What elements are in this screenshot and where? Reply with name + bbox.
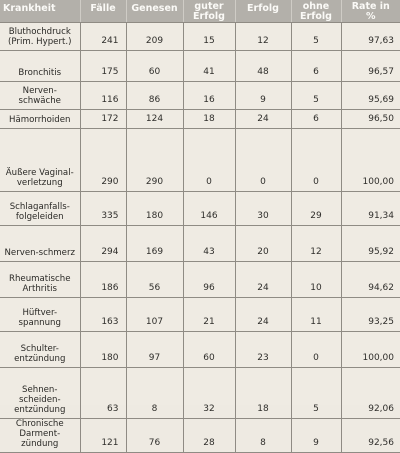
cell-faelle: 290 (80, 129, 126, 192)
cell-erfolg: 9 (235, 82, 291, 110)
cell-ohne-erfolg: 0 (291, 332, 341, 368)
cell-faelle: 63 (80, 368, 126, 419)
cell-ohne-erfolg: 5 (291, 82, 341, 110)
cell-guter-erfolg: 32 (183, 368, 235, 419)
cell-rate: 91,34 (341, 192, 400, 226)
cell-ohne-erfolg: 12 (291, 226, 341, 262)
cell-faelle: 116 (80, 82, 126, 110)
cell-ohne-erfolg: 11 (291, 298, 341, 332)
cell-guter-erfolg: 146 (183, 192, 235, 226)
cell-genesen: 169 (126, 226, 183, 262)
cell-guter-erfolg: 16 (183, 82, 235, 110)
cell-faelle: 121 (80, 419, 126, 453)
cell-guter-erfolg: 21 (183, 298, 235, 332)
cell-erfolg: 23 (235, 332, 291, 368)
cell-erfolg: 24 (235, 298, 291, 332)
table-row (0, 298, 400, 332)
row-disease-name: Nerven-schwäche (0, 82, 80, 110)
cell-faelle: 241 (80, 23, 126, 51)
cell-guter-erfolg: 15 (183, 23, 235, 51)
header-ohne-erfolg: ohne Erfolg (291, 0, 341, 23)
cell-genesen: 60 (126, 51, 183, 82)
cell-erfolg: 18 (235, 368, 291, 419)
cell-genesen: 56 (126, 262, 183, 298)
header-rate: Rate in % (341, 0, 400, 23)
cell-guter-erfolg: 28 (183, 419, 235, 453)
cell-ohne-erfolg: 6 (291, 51, 341, 82)
row-disease-name: Schulter-entzündung (0, 332, 80, 368)
cell-genesen: 97 (126, 332, 183, 368)
cell-faelle: 180 (80, 332, 126, 368)
table-row (0, 82, 400, 110)
table-row (0, 226, 400, 262)
cell-ohne-erfolg: 5 (291, 368, 341, 419)
cell-ohne-erfolg: 10 (291, 262, 341, 298)
cell-genesen: 86 (126, 82, 183, 110)
cell-guter-erfolg: 60 (183, 332, 235, 368)
row-disease-name: Rheumatische Arthritis (0, 262, 80, 298)
row-disease-name: Chronische Darment-zündung (0, 419, 80, 453)
cell-rate: 93,25 (341, 298, 400, 332)
table-row (0, 262, 400, 298)
row-disease-name: Bronchitis (0, 51, 80, 82)
table-row (0, 419, 400, 453)
cell-rate: 95,92 (341, 226, 400, 262)
cell-genesen: 290 (126, 129, 183, 192)
cell-genesen: 76 (126, 419, 183, 453)
cell-guter-erfolg: 0 (183, 129, 235, 192)
cell-genesen: 124 (126, 110, 183, 129)
cell-rate: 97,63 (341, 23, 400, 51)
cell-erfolg: 8 (235, 419, 291, 453)
cell-rate: 94,62 (341, 262, 400, 298)
cell-erfolg: 12 (235, 23, 291, 51)
table-row (0, 192, 400, 226)
cell-faelle: 163 (80, 298, 126, 332)
row-disease-name: Nerven-schmerz (0, 226, 80, 262)
cell-guter-erfolg: 43 (183, 226, 235, 262)
row-disease-name: Äußere Vaginal-verletzung (0, 129, 80, 192)
cell-erfolg: 0 (235, 129, 291, 192)
table-row (0, 51, 400, 82)
cell-erfolg: 30 (235, 192, 291, 226)
cell-ohne-erfolg: 29 (291, 192, 341, 226)
cell-genesen: 8 (126, 368, 183, 419)
table-body (0, 23, 400, 453)
cell-rate: 100,00 (341, 129, 400, 192)
cell-genesen: 209 (126, 23, 183, 51)
table-row (0, 110, 400, 129)
header-faelle: Fälle (80, 0, 126, 23)
row-disease-name: Schlaganfalls-folgeleiden (0, 192, 80, 226)
table-row (0, 129, 400, 192)
table-row (0, 368, 400, 419)
cell-ohne-erfolg: 0 (291, 129, 341, 192)
header-genesen: Genesen (126, 0, 183, 23)
cell-faelle: 186 (80, 262, 126, 298)
cell-erfolg: 24 (235, 262, 291, 298)
header-krankheit: Krankheit (0, 0, 80, 23)
cell-guter-erfolg: 41 (183, 51, 235, 82)
cell-ohne-erfolg: 6 (291, 110, 341, 129)
cell-faelle: 335 (80, 192, 126, 226)
cell-rate: 95,69 (341, 82, 400, 110)
cell-rate: 92,06 (341, 368, 400, 419)
cell-faelle: 172 (80, 110, 126, 129)
cell-faelle: 175 (80, 51, 126, 82)
cell-erfolg: 48 (235, 51, 291, 82)
table-row (0, 23, 400, 51)
table-row (0, 332, 400, 368)
cell-ohne-erfolg: 9 (291, 419, 341, 453)
cell-genesen: 107 (126, 298, 183, 332)
row-disease-name: Sehnen-scheiden-entzündung (0, 368, 80, 419)
cell-erfolg: 24 (235, 110, 291, 129)
cell-rate: 92,56 (341, 419, 400, 453)
table-header (0, 0, 400, 23)
cell-rate: 96,57 (341, 51, 400, 82)
cell-guter-erfolg: 96 (183, 262, 235, 298)
cell-rate: 100,00 (341, 332, 400, 368)
header-erfolg: Erfolg (235, 0, 291, 23)
cell-genesen: 180 (126, 192, 183, 226)
row-disease-name: Bluthochdruck (Prim. Hypert.) (0, 23, 80, 51)
cell-rate: 96,50 (341, 110, 400, 129)
row-disease-name: Hämorrhoiden (0, 110, 80, 129)
header-row (0, 0, 400, 23)
cell-guter-erfolg: 18 (183, 110, 235, 129)
header-guter-erfolg: guter Erfolg (183, 0, 235, 23)
cell-ohne-erfolg: 5 (291, 23, 341, 51)
cell-erfolg: 20 (235, 226, 291, 262)
row-disease-name: Hüftver-spannung (0, 298, 80, 332)
cell-faelle: 294 (80, 226, 126, 262)
